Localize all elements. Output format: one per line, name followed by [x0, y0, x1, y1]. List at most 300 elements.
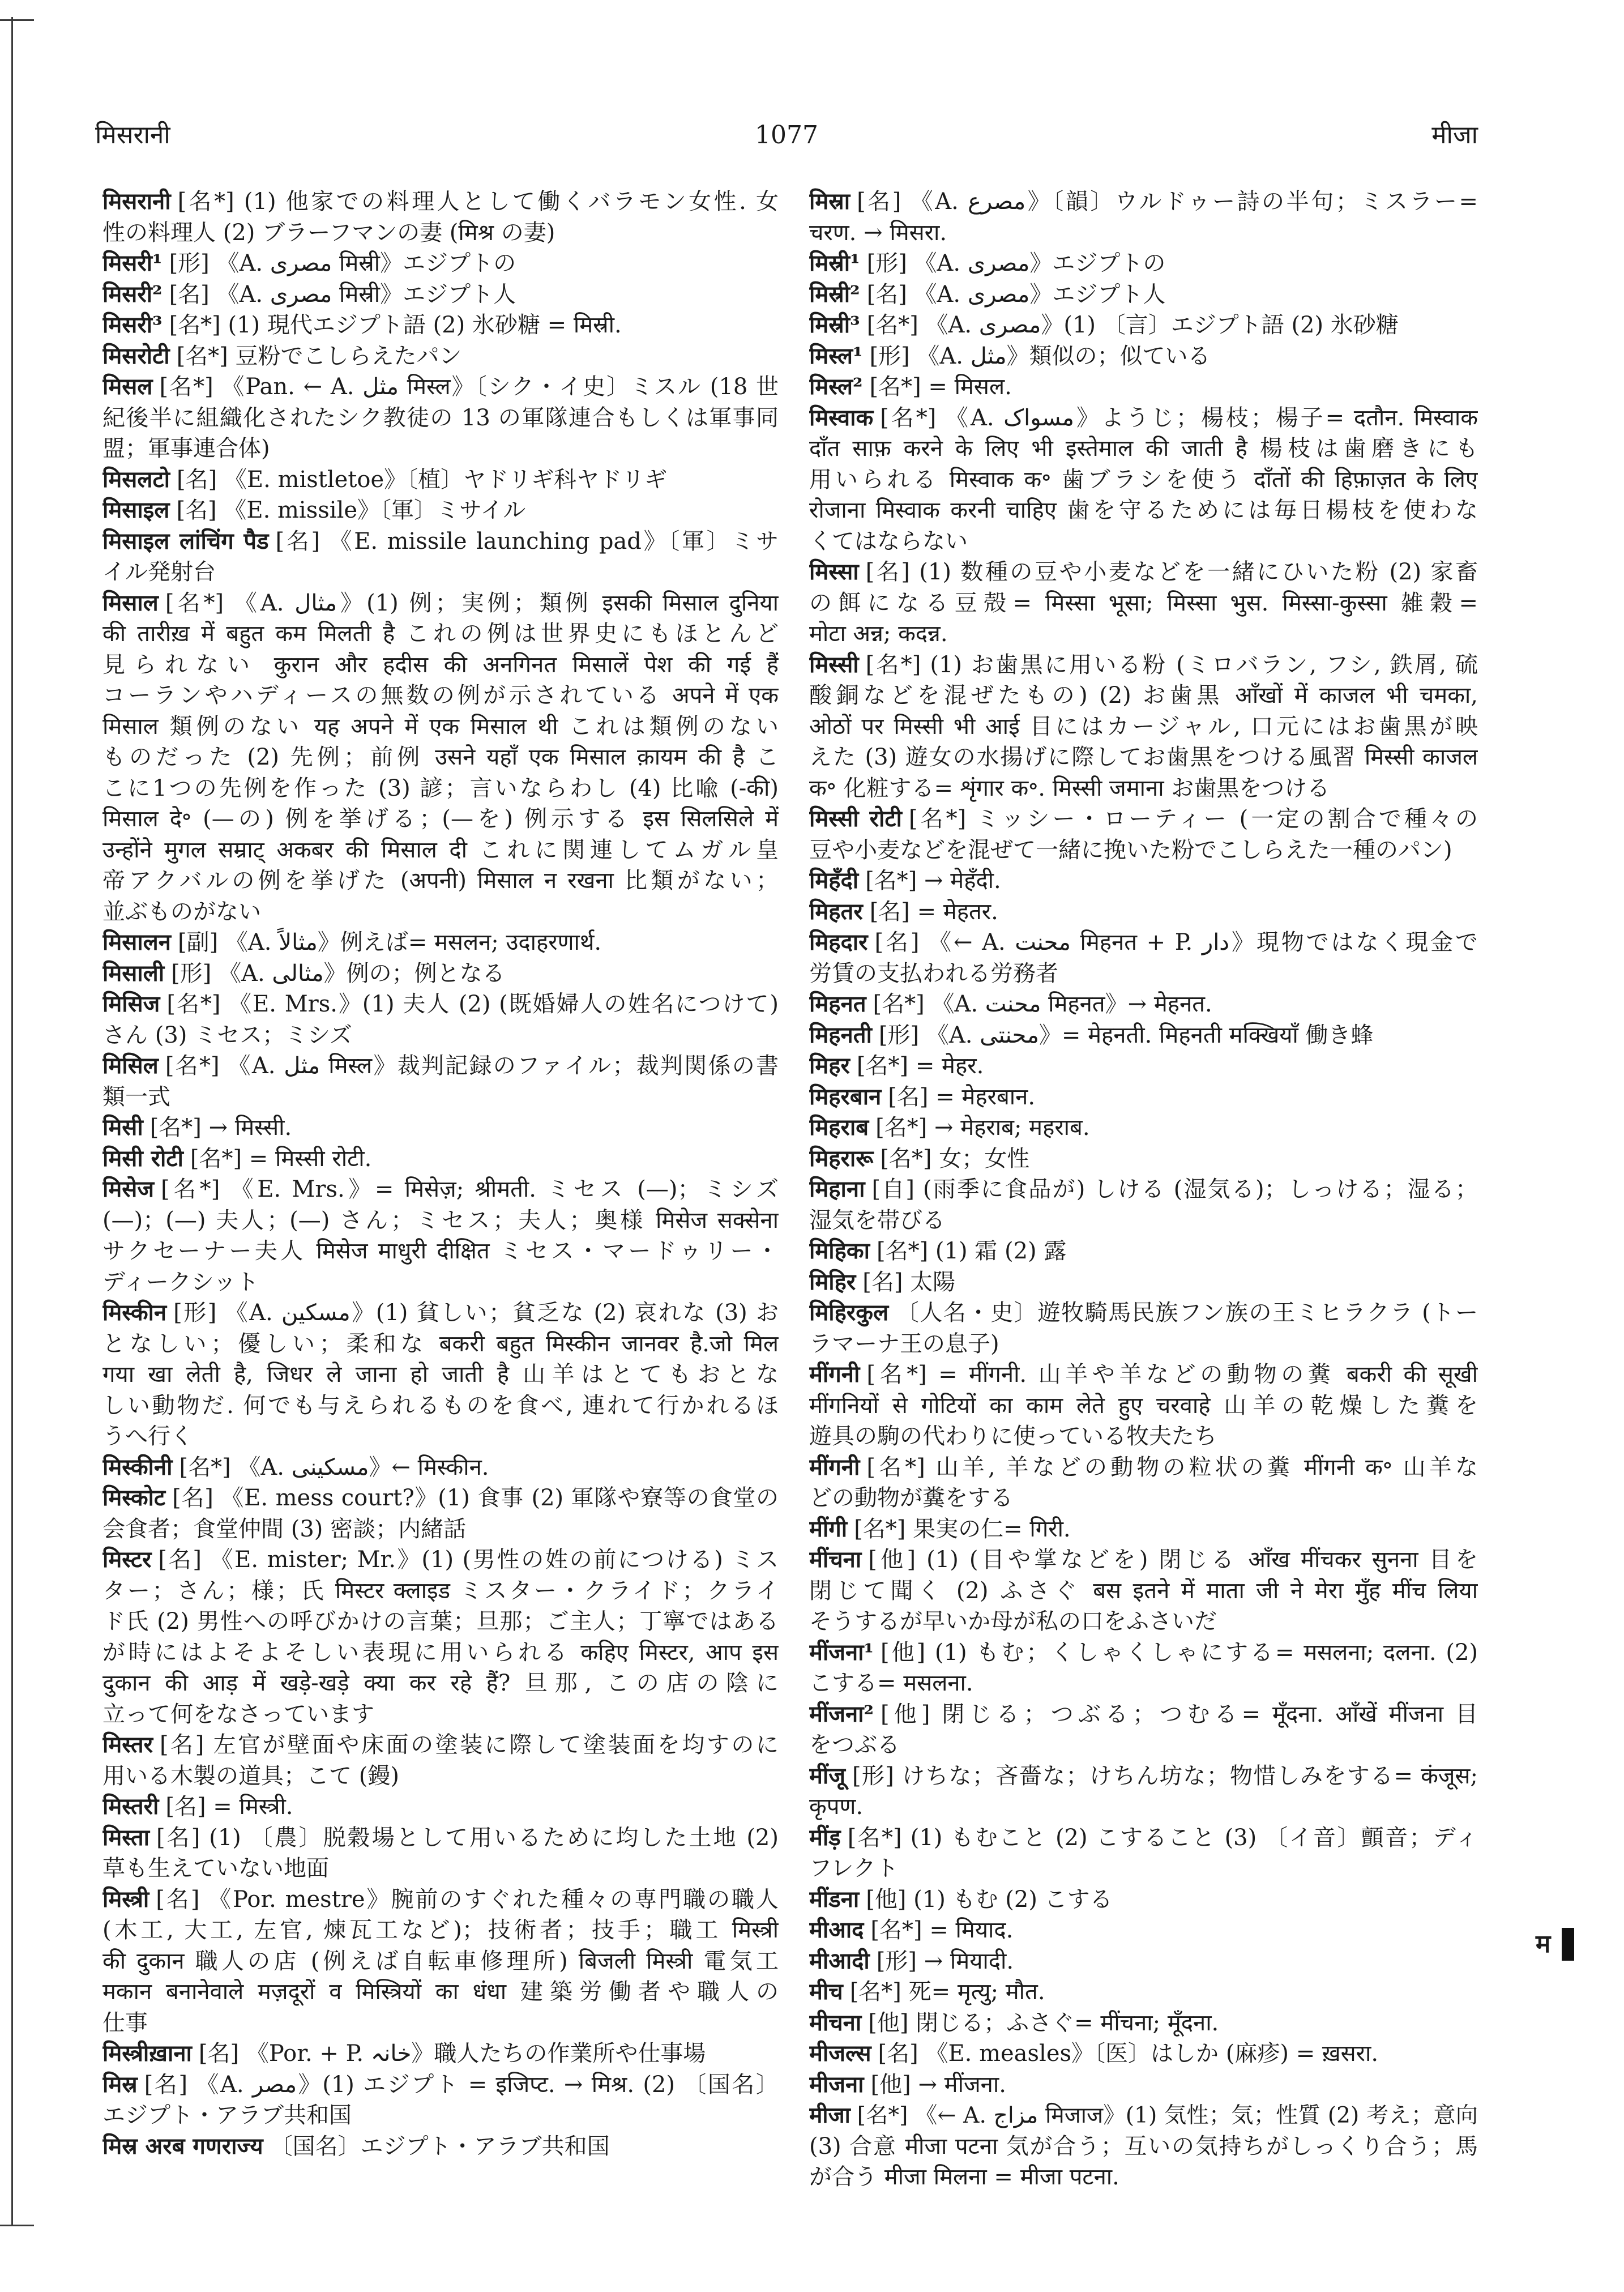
entry-continuation-line [102, 1853, 779, 1884]
entry-continuation-line [102, 1699, 779, 1730]
entry-continuation-line [102, 1576, 779, 1607]
dictionary-entry [809, 1514, 1478, 1545]
headword: मिसरानी [102, 188, 171, 215]
entry-text: が時にはよそよそしい表現に用いられる कहिए मिस्टर, आप इस [102, 1639, 779, 1666]
headword: मिस्र [102, 2071, 138, 2098]
entry-text: 並ぶものがない [102, 898, 261, 925]
entry-text: イル発射台 [102, 559, 216, 585]
entry-first-line [102, 495, 779, 526]
dictionary-entry [809, 1946, 1478, 1977]
headword: मींगी [809, 1515, 848, 1542]
headword: मिस्त्री [102, 1885, 149, 1913]
entry-text: フレクト [809, 1855, 899, 1881]
entry-text: [名] = मिस्त्री. [165, 1794, 293, 1820]
headword: मिहदार [809, 929, 868, 955]
entry-continuation-line [102, 650, 779, 681]
entry-continuation-line [102, 2100, 779, 2131]
entry-first-line [809, 1267, 1478, 1298]
entry-first-line [809, 1977, 1478, 2008]
entry-text: 見られない कुरान और हदीस की अनगिनत मिसालें पेश की गई हैं [102, 651, 779, 678]
entry-text: [名] 《Por. mestre》腕前のすぐれた種々の専門職の職人 [156, 1886, 779, 1913]
entry-text: [自] (雨季に食品が) しける (湿気る)；しっける；湿る； [871, 1176, 1478, 1202]
entry-text: [名*] 《A. مسکینی》← मिस्कीन. [179, 1454, 489, 1480]
headword: मींजू [809, 1762, 845, 1789]
entry-first-line [809, 1051, 1478, 1082]
entry-text: [名] 《E. missile launching pad》〔軍〕ミサ [275, 528, 779, 554]
entry-continuation-line [102, 742, 779, 773]
dictionary-entry [102, 341, 779, 372]
thumb-index-bar [1562, 1928, 1574, 1961]
headword: मिहर [809, 1052, 850, 1079]
entry-text: [名] 《A. مصری》エジプト人 [866, 281, 1166, 308]
dictionary-entry [102, 464, 779, 496]
entry-text: [名] 《E. mess court?》(1) 食事 (2) 軍隊や寮等の食堂の [172, 1485, 779, 1511]
dictionary-entry [102, 1791, 779, 1822]
entry-first-line [102, 1884, 779, 1915]
dictionary-entry [809, 1822, 1478, 1884]
entry-text: ディークシット [102, 1269, 259, 1295]
entry-text: [名*] (1) もむこと (2) こすること (3) 〔イ音〕顫音；ディ [847, 1824, 1478, 1851]
entry-first-line [809, 1143, 1478, 1175]
entry-continuation-line [809, 680, 1478, 711]
headword: मिस्ल¹ [809, 342, 863, 369]
entry-text: [名*] 《Pan. ← A. مثل मिस्ल》〔シク・イ史〕ミスル (18 世 [159, 374, 779, 400]
headword: मिहराब [809, 1114, 869, 1141]
dictionary-entry [809, 248, 1478, 279]
headword: मिहरबान [809, 1083, 882, 1110]
entry-text: 紀後半に組織化されたシク教徒の 13 の軍隊連合もしくは軍事同 [102, 404, 779, 431]
entry-continuation-line [102, 1421, 779, 1452]
entry-text: [形] 《A. مصری》エジプトの [866, 250, 1166, 276]
entry-text: [他] → मींजना. [870, 2071, 1006, 2098]
entry-text: [名*] → मिस्सी. [149, 1115, 292, 1141]
entry-text: ものだった (2) 先例；前例 उसने यहाँ एक मिसाल क़ायम की है こ [102, 744, 779, 770]
entry-text: どの動物が糞をする [809, 1485, 1013, 1511]
entry-text: こに1つの先例を作った (3) 諺；言いならわし (4) 比喩 (-की) [102, 775, 779, 801]
headword: मिसरी² [102, 280, 163, 308]
entry-continuation-line [102, 1020, 779, 1051]
headword: मिहँदी [809, 867, 859, 894]
entry-first-line [809, 804, 1478, 835]
entry-text: [名*] ミッシー・ローティー (一定の割合で種々の [908, 806, 1478, 832]
entry-first-line [809, 1236, 1478, 1267]
headword: मिस्कीन [102, 1299, 167, 1326]
entry-text: की तारीख़ में बहुत कम मिलती है これの例は世界史にもほとんど [102, 621, 779, 647]
entry-text: [名*] 《A. مثل मिस्ल》裁判記録のファイル；裁判関係の書 [165, 1053, 779, 1079]
entry-first-line [809, 248, 1478, 279]
dictionary-entry [809, 1359, 1478, 1452]
dictionary-entry [809, 1236, 1478, 1267]
headword: मींड़ [809, 1824, 841, 1851]
entry-first-line [809, 2008, 1478, 2039]
entry-text: 労賃の支払われる労務者 [809, 960, 1058, 987]
entry-continuation-line [102, 403, 779, 434]
entry-first-line [809, 2069, 1478, 2101]
dictionary-entry [809, 1915, 1478, 1946]
entry-first-line [102, 248, 779, 279]
right-guide-word: मीजा [1431, 121, 1478, 150]
dictionary-entry [102, 588, 779, 928]
entry-first-line [809, 403, 1478, 434]
entry-text: [他] (1) (目や掌などを) 閉じる आँख मींचकर सुनना 目を [868, 1547, 1478, 1573]
headword: मिसी [102, 1114, 143, 1141]
entry-text: [名] 《E. missile》〔軍〕ミサイル [176, 497, 526, 523]
headword: मिस्सी [809, 651, 859, 678]
entry-continuation-line [809, 1791, 1478, 1822]
entry-text: [名*] = मिस्सी रोटी. [190, 1145, 372, 1172]
entry-text: [名*] → मेहँदी. [865, 868, 1001, 894]
headword: मिहरारू [809, 1145, 874, 1172]
headword: मिहिर [809, 1268, 856, 1295]
headword: मिसलटो [102, 466, 170, 493]
entry-continuation-line [102, 1359, 779, 1390]
dictionary-entry [102, 186, 779, 248]
entry-text: 豆や小麦などを混ぜて一緒に挽いた粉でこしらえた一種のパン) [809, 836, 1452, 863]
entry-continuation-line [102, 865, 779, 897]
entry-first-line [102, 310, 779, 341]
entry-continuation-line [809, 1421, 1478, 1452]
entry-first-line [102, 1730, 779, 1761]
entry-text: [形] 《A. محنتی》= मेहनती. मिहनती मक्खियाँ 働き蜂 [878, 1022, 1374, 1048]
dictionary-entry [809, 1297, 1478, 1359]
dictionary-entry [809, 1884, 1478, 1915]
entry-text: くてはならない [809, 528, 968, 554]
headword: मिहतर [809, 898, 863, 925]
entry-first-line [102, 464, 779, 496]
dictionary-entry [102, 958, 779, 989]
headword: मिस्तर [102, 1731, 153, 1758]
entry-text: となしい；優しい；柔和な बकरी बहुत मिस्कीन जानवर है.जो मिल [102, 1330, 779, 1357]
headword: मींडना [809, 1885, 860, 1913]
entry-continuation-line [809, 958, 1478, 989]
entry-text: [名] = मेहतर. [869, 898, 998, 925]
entry-text: [名*] 女；女性 [880, 1145, 1030, 1172]
entry-text: [名*] → मेहराब; महराब. [875, 1115, 1090, 1141]
entry-continuation-line [102, 1514, 779, 1545]
entry-text: [名*] 《A. مصری》(1) 〔言〕エジプト語 (2) 氷砂糖 [866, 312, 1399, 338]
entry-continuation-line [102, 1606, 779, 1637]
entry-text: [名] = मेहरबान. [888, 1083, 1036, 1110]
headword: मिसरी¹ [102, 250, 163, 276]
right-column [809, 186, 1478, 2193]
dictionary-entry [102, 989, 779, 1051]
entry-first-line [102, 1791, 779, 1822]
page-edge-tick-bottom [0, 2225, 34, 2226]
entry-first-line [809, 1761, 1478, 1792]
headword: मिस्टर [102, 1546, 152, 1573]
entry-text: [他] (1) もむ (2) こする [866, 1886, 1113, 1913]
headword: मिसाल [102, 589, 159, 616]
entry-text: が合う मीजा मिलना = मीजा पटना. [809, 2164, 1119, 2190]
entry-first-line [809, 1297, 1478, 1329]
entry-text: [名] 《E. measles》〔医〕はしか (麻疹) = ख़सरा. [878, 2041, 1379, 2067]
headword: मिसरोटी [102, 342, 170, 369]
entry-continuation-line [809, 433, 1478, 464]
dictionary-entry [809, 2069, 1478, 2101]
dictionary-entry [809, 897, 1478, 928]
dictionary-entry [102, 1297, 779, 1452]
page-edge-line [11, 17, 13, 2226]
headword: मिस्र अरब गणराज्य [102, 2132, 263, 2159]
headword: मिसिल [102, 1052, 159, 1079]
entry-first-line [102, 1822, 779, 1854]
entry-first-line [102, 958, 779, 989]
entry-first-line [102, 989, 779, 1020]
entry-continuation-line [102, 1915, 779, 1946]
entry-text: をつぶる [809, 1732, 900, 1758]
entry-text: [名*] 山羊, 羊などの動物の粒状の糞 मींगनी क॰ 山羊な [866, 1454, 1478, 1480]
dictionary-entry [102, 372, 779, 464]
entry-first-line [809, 1822, 1478, 1854]
entry-continuation-line [809, 1576, 1478, 1607]
entry-continuation-line [809, 1668, 1478, 1699]
headword: मिसालन [102, 929, 171, 955]
dictionary-entry [102, 526, 779, 588]
entry-continuation-line [102, 1637, 779, 1668]
headword: मीचना [809, 2009, 862, 2036]
entry-text: ド氏 (2) 男性への呼びかけの言葉；旦那；ご主人；丁寧ではある [102, 1608, 779, 1634]
entry-text: [名*] 《← A. مزاج मिजाज》(1) 気性；気；性質 (2) 考え；意向 [857, 2103, 1478, 2128]
entry-first-line [809, 989, 1478, 1020]
headword: मिसल [102, 373, 153, 400]
thumb-index-tab [1536, 1926, 1581, 1963]
entry-text: うへ行く [102, 1423, 193, 1449]
entry-text: (木工, 大工, 左官, 煉瓦工など)；技術者；技手；職工 मिस्त्री [102, 1917, 779, 1943]
entry-text: [名*] = मेहर. [856, 1053, 984, 1079]
entry-text: क॰ 化粧する= शृंगार क॰. मिस्सी जमाना お歯黒をつける [809, 775, 1330, 801]
entry-text: 性の料理人 (2) ブラーフマンの妻 (मिश्र の妻) [102, 219, 555, 246]
entry-text: 用いる木製の道具；こて (鏝) [102, 1762, 399, 1789]
entry-continuation-line [102, 804, 779, 835]
entry-continuation-line [809, 526, 1478, 557]
entry-continuation-line [809, 618, 1478, 650]
headword: मिसेज [102, 1176, 154, 1202]
entry-text: [形] 《A. مسکین》(1) 貧しい；貧乏な (2) 哀れな (3) お [173, 1300, 779, 1326]
entry-first-line [809, 1359, 1478, 1390]
headword: मींजना² [809, 1700, 874, 1727]
dictionary-entry [809, 1761, 1478, 1822]
dictionary-entry [809, 1699, 1478, 1761]
entry-text: मिसाल 類例のない यह अपने में एक मिसाल थी これは類例のない [102, 713, 779, 740]
entry-first-line [809, 1946, 1478, 1977]
dictionary-entry [809, 1637, 1478, 1699]
headword: मिस्री³ [809, 311, 860, 338]
entry-text: मोटा अन्न; कदन्न. [809, 621, 948, 647]
entry-text: चरण. → मिसरा. [809, 219, 947, 246]
headword: मिस्कोट [102, 1484, 166, 1511]
headword: मिस्सी रोटी [809, 805, 902, 832]
entry-text: [名*] (1) 他家での料理人として働くバラモン女性. 女 [177, 189, 779, 215]
dictionary-entry [809, 804, 1478, 865]
entry-text: (3) 合意 मीजा पटना 気が合う；互いの気持ちがしっくり合う；馬 [809, 2133, 1478, 2159]
entry-text: エジプト・アラブ共和国 [102, 2102, 352, 2128]
entry-continuation-line [809, 464, 1478, 496]
entry-first-line [102, 1112, 779, 1143]
dictionary-entry [102, 927, 779, 958]
headword: मिसिज [102, 991, 160, 1017]
dictionary-entry [102, 1884, 779, 2039]
entry-text: 帝アクバルの例を挙げた (अपनी) मिसाल न रखना 比類がない； [102, 868, 779, 894]
entry-text: [名*] (1) 現代エジプト語 (2) 氷砂糖 = मिस्री. [169, 312, 622, 338]
dictionary-entry [809, 2038, 1478, 2069]
entry-text: 盟；軍事連合体) [102, 436, 270, 462]
entry-continuation-line [102, 835, 779, 866]
headword: मिस्त्रीख़ाना [102, 2040, 192, 2067]
dictionary-entry [102, 2038, 779, 2069]
entry-first-line [809, 1082, 1478, 1113]
entry-first-line [809, 557, 1478, 588]
entry-text: [他] 閉じる；ふさぐ= मींचना; मूँदना. [868, 2009, 1219, 2036]
entry-continuation-line [809, 2162, 1478, 2193]
entry-continuation-line [102, 2008, 779, 2039]
entry-continuation-line [102, 1236, 779, 1267]
entry-text: [形] 《A. مثل》類似の；似ている [869, 343, 1211, 369]
dictionary-entry [809, 1977, 1478, 2008]
entry-continuation-line [102, 1267, 779, 1298]
entry-first-line [809, 1452, 1478, 1483]
headword: मीजना [809, 2071, 864, 2098]
entry-text: [名] 《← A. محنت मिहनत + P. دار》現物ではなく現金で [874, 929, 1478, 955]
dictionary-entry [809, 403, 1478, 557]
page-header [95, 119, 1478, 152]
entry-continuation-line [809, 2131, 1478, 2162]
entry-text: [名*] 《A. مسواک》ようじ；楊枝；楊子= दतौन. मिस्वाक [880, 404, 1478, 431]
entry-continuation-line [809, 1606, 1478, 1637]
headword: मिस्कीनी [102, 1453, 173, 1480]
dictionary-entry [809, 1452, 1478, 1514]
entry-text: [名*] 《A. مثال》(1) 例；実例；類例 इसकी मिसाल दुनिया [165, 590, 779, 616]
dictionary-entry [102, 495, 779, 526]
page-edge-tick-top [0, 19, 34, 21]
dictionary-entry [809, 2100, 1478, 2193]
entry-first-line [102, 341, 779, 372]
entry-text: मकान बनानेवाले मज़दूरों व मिस्त्रियों का धंधा 建築労働者や職人の [102, 1979, 779, 2005]
entry-text: 仕事 [102, 2009, 148, 2036]
entry-text: [形] 《A. مصری मिस्री》エジプトの [169, 250, 516, 276]
entry-continuation-line [809, 1483, 1478, 1514]
headword: मिहाना [809, 1176, 865, 1202]
entry-text: 〔国名〕エジプト・アラブ共和国 [270, 2133, 610, 2159]
headword: मींचना [809, 1546, 862, 1573]
entry-text: [他] 閉じる；つぶる；つむる= मूँदना. आँखें मींजना 目 [881, 1701, 1478, 1727]
entry-text: [名] 《A. مصر》(1) エジプト = इजिप्ट. → मिश्र. (2) 〔国名〕 [144, 2071, 779, 2098]
headword: मिस्री² [809, 280, 860, 308]
entry-text: ラマーナ王の息子) [809, 1330, 999, 1357]
entry-first-line [102, 1174, 779, 1205]
entry-continuation-line [102, 557, 779, 588]
dictionary-entry [809, 341, 1478, 372]
entry-first-line [809, 1915, 1478, 1946]
dictionary-entry [102, 1174, 779, 1297]
entry-text: रोजाना मिस्वाक करनी चाहिए 歯を守るためには毎日楊枝を使わな [809, 497, 1478, 523]
dictionary-entry [102, 248, 779, 279]
entry-continuation-line [102, 433, 779, 464]
entry-continuation-line [102, 1082, 779, 1113]
left-guide-word: मिसरानी [95, 121, 170, 150]
entry-continuation-line [102, 1390, 779, 1422]
entry-first-line [809, 865, 1478, 897]
headword: मीआदी [809, 1947, 870, 1974]
headword: मिस्ता [102, 1824, 149, 1851]
entry-text: [名] 太陽 [862, 1269, 956, 1295]
entry-text: そうするが早いか母が私の口をふさいだ [809, 1608, 1217, 1634]
entry-text: 遊具の駒の代わりに使っている牧夫たち [809, 1423, 1217, 1449]
dictionary-entry [102, 1730, 779, 1791]
headword: मिहनती [809, 1021, 872, 1048]
entry-text: 類一式 [102, 1083, 170, 1110]
entry-first-line [102, 1051, 779, 1082]
entry-continuation-line [809, 1329, 1478, 1360]
entry-text: 会食者；食堂仲間 (3) 密談；内緒話 [102, 1516, 467, 1542]
headword: मिहिरकुल [809, 1299, 889, 1326]
entry-text: उन्होंने मुगल सम्राट् अकबर की मिसाल दी これに関連してムガル皇 [102, 836, 779, 863]
dictionary-entry [809, 279, 1478, 310]
dictionary-entry [809, 1020, 1478, 1051]
entry-text: 用いられる मिस्वाक क॰ 歯ブラシを使う दाँतों की हिफ़ाज़त के लिए [809, 466, 1478, 493]
dictionary-entry [102, 2069, 779, 2131]
headword: मिस्तरी [102, 1793, 159, 1820]
entry-text: [名*] 《E. Mrs.》= मिसेज़; श्रीमती. ミセス (—)；ミシズ [161, 1176, 779, 1202]
dictionary-entry [102, 1822, 779, 1884]
entry-first-line [102, 1544, 779, 1576]
entry-first-line [809, 2100, 1478, 2131]
entry-text: [名] (1) 数種の豆や小麦などを一緒にひいた粉 (2) 家畜 [865, 559, 1478, 585]
entry-first-line [102, 2069, 779, 2101]
dictionary-entry [809, 989, 1478, 1020]
entry-continuation-line [809, 773, 1478, 804]
entry-first-line [102, 1452, 779, 1483]
entry-text: गया खा लेती है, जिधर ले जाना हो जाती है 山羊はとてもおとな [102, 1361, 779, 1388]
entry-first-line [809, 1112, 1478, 1143]
entry-first-line [809, 650, 1478, 681]
entry-text: [名*] = मियाद. [870, 1917, 1014, 1943]
entry-text: [名] 《E. mister; Mr.》(1) (男性の姓の前につける) ミス [158, 1547, 779, 1573]
entry-continuation-line [102, 1761, 779, 1792]
entry-continuation-line [809, 217, 1478, 249]
entry-text: ター；さん；様；氏 मिस्टर क्लाइड ミスター・クライド；クライ [102, 1577, 779, 1604]
dictionary-entry [809, 1051, 1478, 1082]
headword: मिस्रा [809, 188, 851, 215]
entry-continuation-line [809, 495, 1478, 526]
entry-first-line [809, 1174, 1478, 1205]
entry-text: की दुकान 職人の店 (例えば自転車修理所) बिजली मिस्त्री 電気工 [102, 1948, 779, 1974]
dictionary-entry [809, 1082, 1478, 1113]
entry-first-line [102, 372, 779, 403]
entry-continuation-line [102, 618, 779, 650]
headword: मिसी रोटी [102, 1145, 183, 1172]
entry-text: [名*] (1) お歯黒に用いる粉 (ミロバラン, フシ, 鉄屑, 硫 [865, 651, 1478, 678]
dictionary-entry [809, 186, 1478, 248]
dictionary-entry [809, 310, 1478, 341]
dictionary-entry [809, 865, 1478, 897]
entry-text: [名] 《A. مصرع》〔韻〕ウルドゥー詩の半句；ミスラー= [857, 189, 1478, 215]
entry-first-line [102, 526, 779, 557]
dictionary-entry [102, 1452, 779, 1483]
entry-text: 湿気を帯びる [809, 1207, 945, 1234]
entry-text: [名*] 豆粉でこしらえたパン [176, 343, 462, 369]
entry-first-line [102, 186, 779, 217]
entry-text: [名*] 《A. محنت मिहनत》→ मेहनत. [873, 991, 1212, 1017]
entry-text: मींगनियों से गोटियों का काम लेते हुए चरवाहे 山羊の乾燥した糞を [809, 1392, 1478, 1419]
entry-first-line [102, 1143, 779, 1175]
entry-continuation-line [809, 1730, 1478, 1761]
entry-continuation-line [102, 1329, 779, 1360]
dictionary-entry [809, 1112, 1478, 1143]
dictionary-entry [809, 927, 1478, 989]
headword: मिस्री¹ [809, 250, 860, 276]
entry-first-line [102, 279, 779, 310]
dictionary-entry [809, 1544, 1478, 1637]
